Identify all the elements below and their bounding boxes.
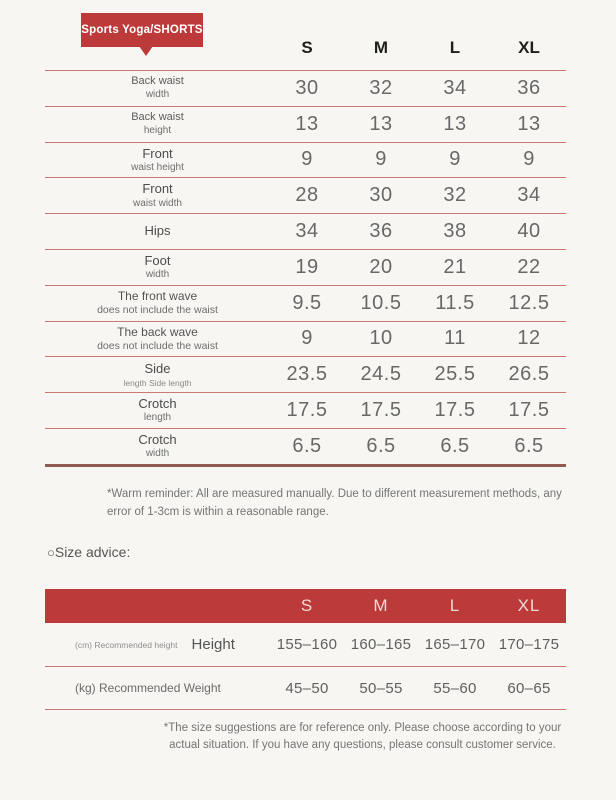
value-cell: 21 — [443, 255, 467, 278]
value-cell: 11.5 — [435, 291, 475, 314]
row-label — [45, 681, 270, 695]
table-row-front-waist-height — [45, 143, 566, 179]
value-cell: 13 — [443, 112, 467, 135]
row-label — [45, 636, 270, 653]
value-cell: 9 — [301, 327, 313, 350]
value-cell: 9 — [523, 148, 535, 171]
value-cell: 34 — [443, 76, 467, 99]
table-row-front-wave — [45, 286, 566, 322]
warm-reminder-note: *Warm reminder: All are measured manually. Due to different measurement methods, any error of 1-3cm is within a reasonable range. — [107, 488, 562, 518]
size-advice-header-bar — [45, 589, 566, 623]
value-cell: 11 — [444, 327, 466, 350]
value-cell: 160–165 — [350, 636, 412, 653]
value-cell: 17.5 — [434, 399, 476, 422]
value-cell: 60–65 — [507, 679, 551, 697]
height-label: Height — [191, 636, 235, 653]
value-cell: 9 — [301, 148, 313, 171]
size-advice-label: Size advice: — [54, 544, 131, 560]
advice-column-l: L — [449, 596, 461, 615]
size-advice-heading — [47, 544, 130, 560]
table-row-back-waist-height — [45, 107, 566, 143]
advice-column-s: S — [300, 596, 314, 615]
value-cell: 22 — [517, 255, 541, 278]
value-cell: 24.5 — [360, 363, 402, 386]
table-row-side-length — [45, 357, 566, 393]
table-row-front-waist-width — [45, 178, 566, 214]
value-cell: 170–175 — [498, 636, 560, 653]
value-cell: 45–50 — [285, 679, 329, 697]
size-table-header — [45, 28, 566, 68]
value-cell: 10 — [369, 327, 393, 350]
value-cell: 10.5 — [360, 291, 402, 314]
value-cell: 55–60 — [433, 679, 477, 697]
table-row-crotch-width — [45, 429, 566, 467]
size-column-s: S — [301, 38, 313, 57]
value-cell: 6.5 — [292, 434, 322, 457]
row-label: Back waist height — [131, 111, 184, 136]
table-row-foot-width — [45, 250, 566, 286]
height-unit-label: (cm) Recommended height — [75, 639, 178, 650]
value-cell: 32 — [369, 76, 393, 99]
value-cell: 32 — [443, 184, 467, 207]
row-label: Foot width — [144, 253, 171, 281]
value-cell: 36 — [517, 76, 541, 99]
value-cell: 30 — [295, 76, 319, 99]
advice-row-weight — [45, 667, 566, 710]
value-cell: 155–160 — [276, 636, 338, 653]
weight-label: (kg) Recommended Weight — [75, 681, 221, 695]
value-cell: 40 — [517, 220, 541, 243]
value-cell: 9 — [375, 148, 387, 171]
value-cell: 17.5 — [508, 399, 550, 422]
value-cell: 9.5 — [292, 291, 322, 314]
value-cell: 6.5 — [440, 434, 470, 457]
category-badge-label: Sports Yoga/SHORTS — [81, 24, 203, 36]
value-cell: 28 — [295, 184, 319, 207]
row-label: Crotch length — [138, 396, 177, 424]
value-cell: 12 — [517, 327, 541, 350]
value-cell: 25.5 — [434, 363, 476, 386]
value-cell: 165–170 — [424, 636, 486, 653]
row-label: Crotch width — [138, 431, 177, 460]
value-cell: 34 — [295, 220, 319, 243]
value-cell: 6.5 — [366, 434, 396, 457]
row-label: Front waist width — [133, 181, 182, 209]
value-cell: 12.5 — [508, 291, 550, 314]
advice-row-height — [45, 623, 566, 667]
table-row-back-wave — [45, 322, 566, 358]
size-suggestion-note: *The size suggestions are for reference only. Please choose according to your actual situation. If you have any questions, please consult customer service. — [163, 722, 562, 752]
row-label: Hips — [144, 223, 171, 239]
value-cell: 38 — [443, 220, 467, 243]
size-column-xl: XL — [518, 38, 540, 57]
value-cell: 50–55 — [359, 679, 403, 697]
size-column-m: M — [373, 38, 389, 57]
value-cell: 13 — [295, 112, 319, 135]
value-cell: 30 — [369, 184, 393, 207]
size-advice-table — [45, 589, 566, 710]
value-cell: 36 — [369, 220, 393, 243]
row-label: Side length Side length — [123, 361, 192, 388]
advice-column-m: M — [373, 596, 389, 615]
measurement-table — [45, 70, 566, 467]
value-cell: 17.5 — [360, 399, 402, 422]
value-cell: 17.5 — [286, 399, 328, 422]
value-cell: 20 — [369, 255, 393, 278]
row-label: Front waist height — [131, 145, 184, 173]
table-row-hips — [45, 214, 566, 250]
value-cell: 13 — [369, 112, 393, 135]
value-cell: 23.5 — [286, 363, 328, 386]
value-cell: 34 — [517, 184, 541, 207]
circle-bullet-icon: ○ — [47, 545, 55, 560]
value-cell: 9 — [449, 148, 461, 171]
table-row-crotch-length — [45, 393, 566, 429]
row-label: The front wave does not include the waist — [97, 289, 218, 317]
row-label: The back wave does not include the waist — [97, 324, 218, 352]
value-cell: 19 — [295, 255, 319, 278]
advice-column-xl: XL — [517, 596, 541, 615]
size-column-l: L — [449, 38, 461, 57]
value-cell: 13 — [517, 112, 541, 135]
value-cell: 26.5 — [508, 363, 550, 386]
table-row-back-waist-width — [45, 71, 566, 107]
row-label: Back waist width — [131, 75, 184, 101]
value-cell: 6.5 — [514, 434, 544, 457]
